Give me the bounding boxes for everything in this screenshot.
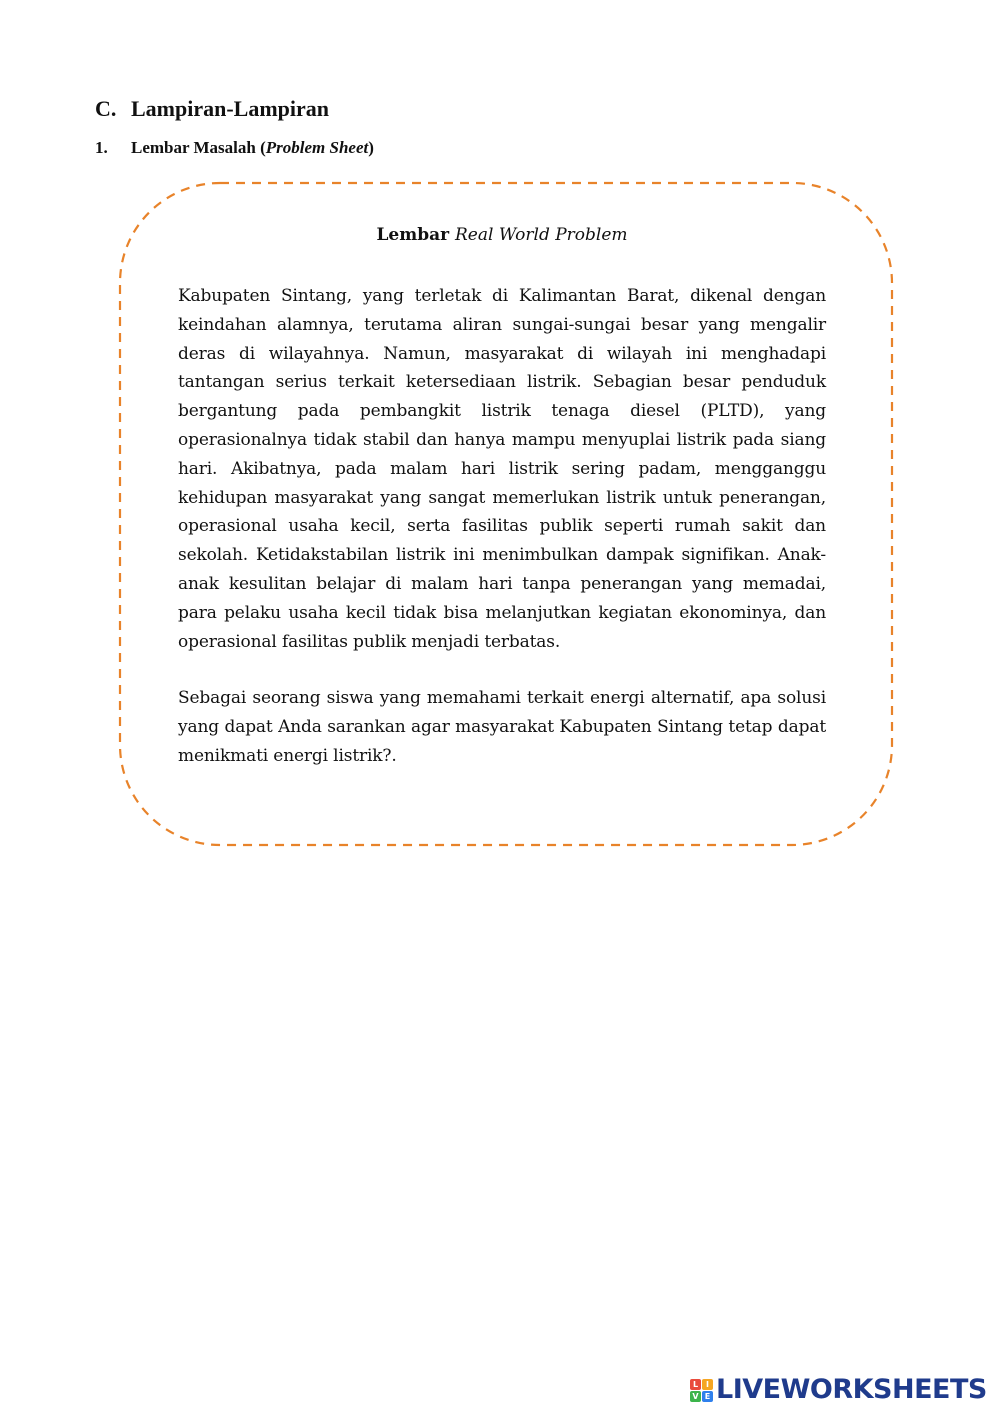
problem-box-title-bold: Lembar	[376, 225, 450, 245]
subsection-title-suffix: )	[368, 138, 374, 157]
subsection-title-italic: Problem Sheet	[265, 138, 369, 157]
problem-paragraph-1: Kabupaten Sintang, yang terletak di Kalimantan Barat, dikenal dengan keindahan alamnya, terutama aliran sungai-sungai besar yang mengalir deras di wilayahnya. Namun, masyarakat di wilayah ini menghadapi tantangan serius terkait ketersediaan listrik. Sebagian besar penduduk bergantung pada pembangkit listrik tenaga diesel (PLTD), yang operasionalnya tidak stabil dan hanya mampu menyuplai listrik pada siang hari. Akibatnya, pada malam hari listrik sering padam, mengganggu kehidupan masyarakat yang sangat memerlukan listrik untuk penerangan, operasional usaha kecil, serta fasilitas publik seperti rumah sakit dan sekolah. Ketidakstabilan listrik ini menimbulkan dampak signifikan. Anak-anak kesulitan belajar di malam hari tanpa penerangan yang memadai, para pelaku usaha kecil tidak bisa melanjutkan kegiatan ekonominya, dan operasional fasilitas publik menjadi terbatas.	[178, 286, 826, 652]
liveworksheets-logo-text: LIVEWORKSHEETS	[716, 1374, 987, 1405]
subsection-heading	[95, 138, 374, 158]
liveworksheets-logo	[690, 1374, 987, 1406]
section-title: Lampiran-Lampiran	[131, 96, 330, 121]
section-heading	[95, 96, 329, 122]
subsection-number: 1.	[95, 138, 108, 157]
section-number: C.	[95, 96, 117, 121]
problem-box-title-italic: Real World Problem	[455, 225, 628, 245]
logo-mark-letter: L	[690, 1379, 701, 1390]
logo-mark-letter: I	[702, 1379, 713, 1390]
liveworksheets-logo-icon	[690, 1379, 713, 1402]
problem-paragraph-2: Sebagai seorang siswa yang memahami terkait energi alternatif, apa solusi yang dapat Anda sarankan agar masyarakat Kabupaten Sintang tetap dapat menikmati energi listrik?.	[178, 688, 826, 766]
problem-box	[178, 222, 826, 771]
subsection-title-prefix: Lembar Masalah (	[131, 138, 266, 157]
problem-box-title	[178, 222, 826, 248]
logo-mark-letter: V	[690, 1391, 701, 1402]
logo-mark-letter: E	[702, 1391, 713, 1402]
